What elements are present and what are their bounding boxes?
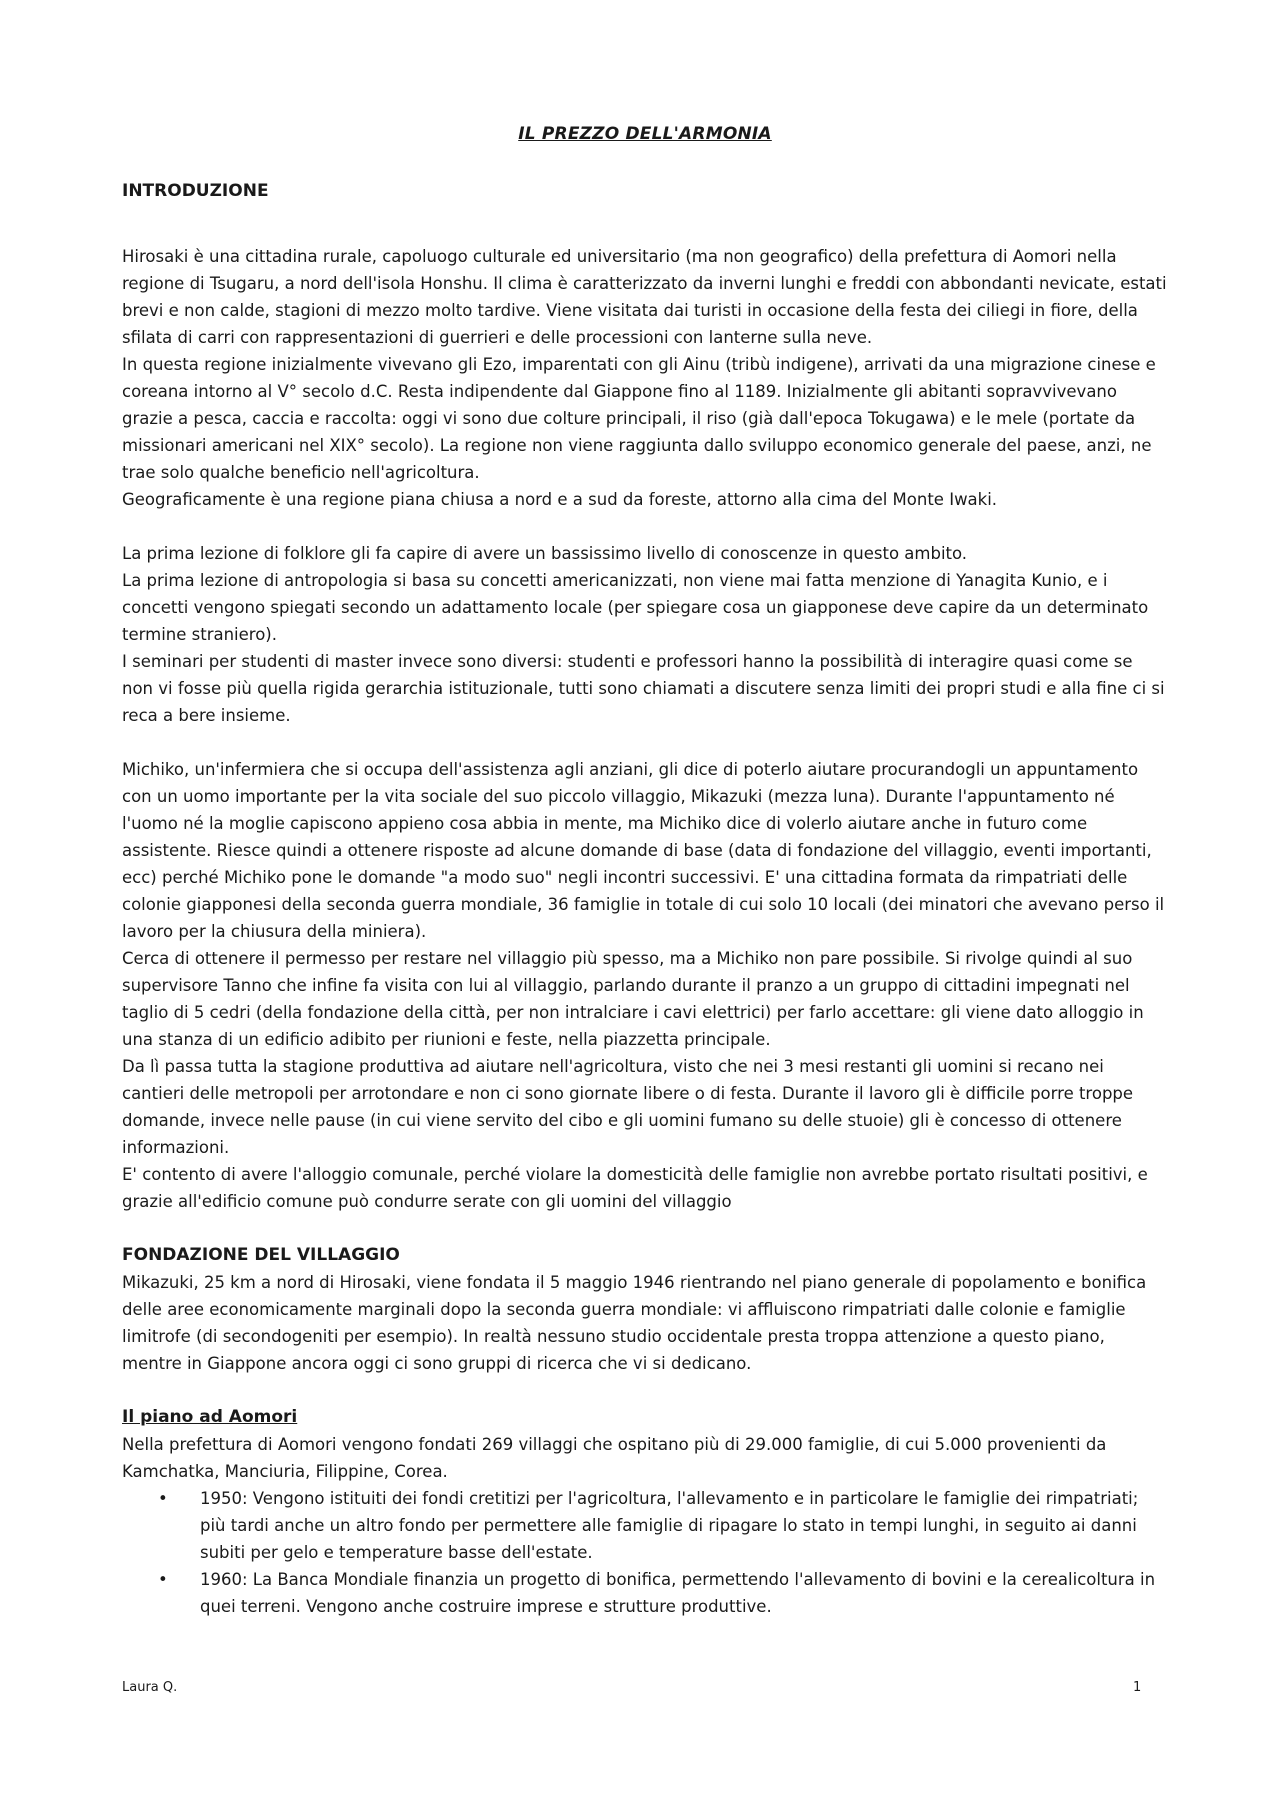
list-item-text: 1960: La Banca Mondiale finanzia un progetto di bonifica, permettendo l'allevamento di bovini e la cerealicoltura in quei terreni. Vengono anche costruire imprese e strutture produttive. [200,1570,1156,1616]
document-title: IL PREZZO DELL'ARMONIA [518,124,772,144]
michiko-paragraph: E' contento di avere l'alloggio comunale, perché violare la domesticità delle famiglie non avrebbe portato risultati positivi, e grazie all'edificio comune può condurre serate con gli uomini del villaggio [122,1165,1148,1211]
michiko-paragraph: Da lì passa tutta la stagione produttiva ad aiutare nell'agricoltura, visto che nei 3 mesi restanti gli uomini si recano nei cantieri delle metropoli per arrotondare e non ci sono giornate libere o di festa. Durante il lavoro gli è difficile porre troppe domande, invece nelle pause (in cui viene servito del cibo e gli uomini fumano su delle stuoie) gli è concesso di ottenere informazioni. [122,1057,1134,1157]
bullet-icon: • [158,1489,168,1508]
intro-paragraph: In questa regione inizialmente vivevano gli Ezo, imparentati con gli Ainu (tribù indigene), arrivati da una migrazione cinese e coreana intorno al V° secolo d.C. Resta indipendente dal Giappone fino al 1189. Inizialmente gli abitanti sopravvivevano grazie a pesca, caccia e raccolta: oggi vi sono due colture principali, il riso (già dall'epoca Tokugawa) e le mele (portate da missionari americani nel XIX° secolo). La regione non viene raggiunta dallo sviluppo economico generale del paese, anzi, ne trae solo qualche beneficio nell'agricoltura. [122,355,1156,482]
list-item [158,1566,1168,1620]
footer-page-number: 1 [1133,1680,1142,1695]
michiko-paragraph: Michiko, un'infermiera che si occupa dell'assistenza agli anziani, gli dice di poterlo aiutare procurandogli un appuntamento con un uomo importante per la vita sociale del suo piccolo villaggio, Mikazuki (mezza luna). Durante l'appuntamento né l'uomo né la moglie capiscono appieno cosa abbia in mente, ma Michiko dice di volerlo aiutare anche in futuro come assistente. Riesce quindi a ottenere risposte ad alcune domande di base (data di fondazione del villaggio, eventi importanti, ecc) perché Michiko pone le domande "a modo suo" negli incontri successivi. E' una cittadina formata da rimpatriati delle colonie giapponesi della seconda guerra mondiale, 36 famiglie in totale di cui solo 10 locali (dei minatori che avevano perso il lavoro per la chiusura della miniera). [122,760,1165,941]
intro-paragraph: Geograficamente è una regione piana chiusa a nord e a sud da foreste, attorno alla cima del Monte Iwaki. [122,490,998,509]
foundation-paragraph: Mikazuki, 25 km a nord di Hirosaki, viene fondata il 5 maggio 1946 rientrando nel piano generale di popolamento e bonifica delle aree economicamente marginali dopo la seconda guerra mondiale: vi affluiscono rimpatriati dalle colonie e famiglie limitrofe (di secondogeniti per esempio). In realtà nessuno studio occidentale presta troppa attenzione a questo piano, mentre in Giappone ancora oggi ci sono gruppi di ricerca che vi si dedicano. [122,1273,1147,1373]
bullet-list [122,1485,1168,1620]
bullet-icon: • [158,1570,168,1589]
lessons-paragraph: I seminari per studenti di master invece sono diversi: studenti e professori hanno la possibilità di interagire quasi come se non vi fosse più quella rigida gerarchia istituzionale, tutti sono chiamati a discutere senza limiti dei propri studi e alla fine ci si reca a bere insieme. [122,652,1165,725]
document-body [122,178,1168,1620]
subsection-heading-aomori: Il piano ad Aomori [122,1407,298,1427]
lessons-paragraph: La prima lezione di antropologia si basa su concetti americanizzati, non viene mai fatta menzione di Yanagita Kunio, e i concetti vengono spiegati secondo un adattamento locale (per spiegare cosa un giapponese deve capire da un determinato termine straniero). [122,571,1149,644]
section-heading-fondazione: FONDAZIONE DEL VILLAGGIO [122,1245,400,1265]
list-item-text: 1950: Vengono istituiti dei fondi cretitizi per l'agricoltura, l'allevamento e in particolare le famiglie dei rimpatriati; più tardi anche un altro fondo per permettere alle famiglie di ripagare lo stato in tempi lunghi, in seguito ai danni subiti per gelo e temperature basse dell'estate. [200,1489,1139,1562]
intro-paragraph: Hirosaki è una cittadina rurale, capoluogo culturale ed universitario (ma non geografico) della prefettura di Aomori nella regione di Tsugaru, a nord dell'isola Honshu. Il clima è caratterizzato da inverni lunghi e freddi con abbondanti nevicate, estati brevi e non calde, stagioni di mezzo molto tardive. Viene visitata dai turisti in occasione della festa dei ciliegi in fiore, della sfilata di carri con rappresentazioni di guerrieri e delle processioni con lanterne sulla neve. [122,247,1167,347]
list-item [158,1485,1168,1566]
footer-author: Laura Q. [122,1680,178,1695]
section-heading-introduzione: INTRODUZIONE [122,181,269,201]
aomori-paragraph: Nella prefettura di Aomori vengono fondati 269 villaggi che ospitano più di 29.000 famiglie, di cui 5.000 provenienti da Kamchatka, Manciuria, Filippine, Corea. [122,1435,1107,1481]
michiko-paragraph: Cerca di ottenere il permesso per restare nel villaggio più spesso, ma a Michiko non pare possibile. Si rivolge quindi al suo supervisore Tanno che infine fa visita con lui al villaggio, parlando durante il pranzo a un gruppo di cittadini impegnati nel taglio di 5 cedri (della fondazione della città, per non intralciare i cavi elettrici) per farlo accettare: gli viene dato alloggio in una stanza di un edificio adibito per riunioni e feste, nella piazzetta principale. [122,949,1144,1049]
lessons-paragraph: La prima lezione di folklore gli fa capire di avere un bassissimo livello di conoscenze in questo ambito. [122,544,968,563]
